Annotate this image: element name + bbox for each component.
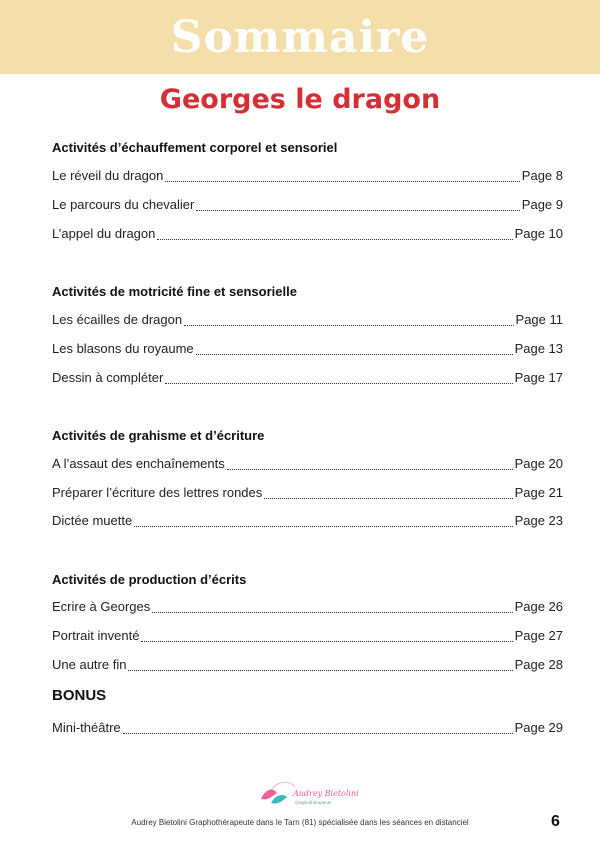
- toc-entry-label: Le parcours du chevalier: [52, 197, 195, 212]
- toc-entry-label: Les blasons du royaume: [52, 341, 194, 356]
- toc-entry-label: Dictée muette: [52, 513, 133, 528]
- toc-entry[interactable]: [52, 628, 563, 646]
- toc-entry-label: A l’assaut des enchaînements: [52, 456, 225, 471]
- toc-entry-label: Ecrire à Georges: [52, 599, 151, 614]
- toc-entry[interactable]: [52, 168, 563, 186]
- leader-dots: [196, 344, 513, 355]
- header-banner: [0, 0, 600, 74]
- toc-entry[interactable]: [52, 599, 563, 617]
- toc-entry-label: Les écailles de dragon: [52, 312, 183, 327]
- toc-entry[interactable]: [52, 485, 563, 503]
- document-title: Georges le dragon: [159, 84, 441, 115]
- section-heading: Activités d’échauffement corporel et sensoriel: [52, 140, 338, 155]
- toc-entry[interactable]: [52, 312, 563, 330]
- leader-dots: [264, 488, 512, 499]
- logo-tagline: Graphothérapeute: [295, 800, 332, 805]
- leader-dots: [128, 660, 512, 671]
- toc-entry[interactable]: [52, 513, 563, 531]
- leader-dots: [157, 229, 512, 240]
- toc-entry-page: Page 29: [514, 720, 563, 735]
- section-heading: Activités de grahisme et d’écriture: [52, 428, 265, 443]
- leader-dots: [165, 171, 519, 182]
- toc-entry-label: Une autre fin: [52, 657, 127, 672]
- toc-entry-page: Page 11: [515, 312, 563, 327]
- leader-dots: [184, 315, 513, 326]
- toc-entry[interactable]: [52, 197, 563, 215]
- toc-entry-page: Page 26: [514, 599, 563, 614]
- toc-entry-page: Page 28: [514, 657, 563, 672]
- footer-text: Audrey Bietolini Graphothérapeute dans le Tarn (81) spécialisée dans les séances en distanciel: [131, 818, 469, 827]
- toc-entry-label: Dessin à compléter: [52, 370, 164, 385]
- banner-title: Sommaire: [170, 11, 430, 63]
- brand-logo: [255, 775, 359, 809]
- logo-brand: Audrey Bietolini: [293, 789, 359, 798]
- toc-entry-page: Page 27: [514, 628, 563, 643]
- toc-entry[interactable]: [52, 226, 563, 244]
- leader-dots: [152, 602, 512, 613]
- toc-entry[interactable]: [52, 341, 563, 359]
- leader-dots: [165, 373, 512, 384]
- toc-entry[interactable]: [52, 657, 563, 675]
- leader-dots: [196, 200, 519, 211]
- toc-entry-page: Page 9: [521, 197, 563, 212]
- toc-entry-page: Page 13: [514, 341, 563, 356]
- bonus-heading: BONUS: [52, 687, 107, 704]
- page-number: 6: [551, 813, 560, 830]
- logo-leaf-icon: [271, 795, 287, 804]
- toc-entry-page: Page 21: [514, 485, 563, 500]
- leader-dots: [123, 723, 513, 734]
- section-heading: Activités de production d’écrits: [52, 572, 247, 587]
- toc-entry-page: Page 8: [521, 168, 563, 183]
- toc-entry[interactable]: [52, 370, 563, 388]
- logo-wing-icon: [261, 790, 277, 800]
- toc-entry-page: Page 20: [514, 456, 563, 471]
- toc-entry-label: Préparer l’écriture des lettres rondes: [52, 485, 263, 500]
- toc-entry-page: Page 10: [514, 226, 563, 241]
- toc-entry-label: L’appel du dragon: [52, 226, 156, 241]
- toc-entry-label: Portrait inventé: [52, 628, 140, 643]
- toc-entry[interactable]: [52, 456, 563, 474]
- toc-entry-page: Page 23: [514, 513, 563, 528]
- leader-dots: [227, 459, 513, 470]
- section-heading: Activités de motricité fine et sensorielle: [52, 284, 297, 299]
- leader-dots: [141, 631, 512, 642]
- toc-entry-label: Mini-théâtre: [52, 720, 121, 735]
- toc-entry[interactable]: [52, 720, 563, 738]
- leader-dots: [134, 516, 512, 527]
- toc-entry-label: Le réveil du dragon: [52, 168, 164, 183]
- toc-entry-page: Page 17: [514, 370, 563, 385]
